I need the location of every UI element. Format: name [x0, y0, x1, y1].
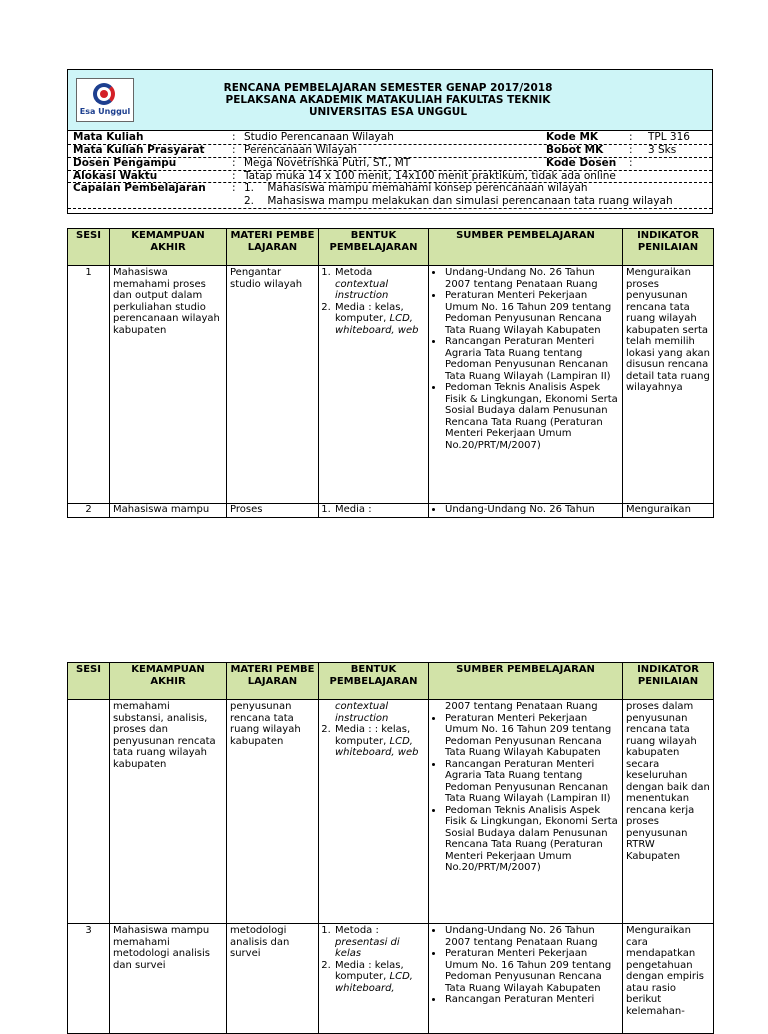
list-item: • Rancangan Peraturan Menteri Agraria Tata Ruang tentang Pedoman Penyusunan Rencanan Tata Ruang Wilayah (Lampiran II) [444, 336, 619, 382]
bentuk-cell: 1. Metoda : presentasi di kelas 2. Media : kelas, komputer, LCD, whiteboard, [319, 924, 429, 1034]
indikator-cell: proses dalam penyusunan rencana tata ruang wilayah kabupaten secara keseluruhan dengan baik dan menentukan rencana kerja proses penyusunan RTRW Kabupaten [623, 700, 714, 924]
bentuk-cell: 1. Media : [319, 504, 429, 518]
sesi-cell [68, 700, 110, 924]
sumber-cell: 2007 tentang Penataan Ruang • Peraturan Menteri Pekerjaan Umum No. 16 Tahun 209 tentang Pedoman Penyusunan Rencana Tata Ruang Wilayah Kabupaten • Rancangan Peraturan Menteri Agraria Tata Ruang tentang Pedoman Penyusunan Rencanan Tata Ruang Wilayah (Lampiran II) • Pedoman Teknis Analisis Aspek Fisik & Lingkungan, Ekonomi Serta Sosial Budaya dalam Penusunan Rencana Tata Ruang (Peraturan Menteri Pekerjaan Umum No.20/PRT/M/2007) [429, 700, 623, 924]
list-item: • Undang-Undang No. 26 Tahun 2007 tentang Penataan Ruang [444, 267, 619, 290]
sumber-cell [429, 924, 623, 1034]
col-sumber: SUMBER PEMBELAJARAN [429, 663, 623, 700]
table-header-row [68, 663, 714, 700]
materi-cell: Pengantar studio wilayah [227, 266, 319, 504]
col-materi: MATERI PEMBELAJARAN [227, 663, 319, 700]
rps-table-page-2 [67, 662, 714, 1034]
sumber-cell: • Undang-Undang No. 26 Tahun [429, 504, 623, 518]
sesi-cell: 2 [68, 504, 110, 518]
kemampuan-cell: Mahasiswa mampu [110, 504, 227, 518]
list-item: • Peraturan Menteri Pekerjaan Umum No. 16 Tahun 209 tentang Pedoman Penyusunan Rencana Tata Ruang Wilayah Kabupaten [444, 948, 619, 994]
table-row [68, 266, 714, 504]
list-item: • Rancangan Peraturan Menteri [444, 994, 619, 1006]
col-bentuk: BENTUK PEMBELAJARAN [319, 663, 429, 700]
col-indikator: INDIKATOR PENILAIAN [623, 229, 714, 266]
col-bentuk: BENTUK PEMBELAJARAN [319, 229, 429, 266]
bentuk-cell: contextual instruction 2. Media : : kelas, komputer, LCD, whiteboard, web [319, 700, 429, 924]
title-line-3: UNIVERSITAS ESA UNGGUL [308, 106, 468, 118]
title-line-2: PELAKSANA AKADEMIK MATAKULIAH FAKULTAS TEKNIK [225, 94, 551, 106]
list-item: • Undang-Undang No. 26 Tahun 2007 tentang Penataan Ruang [444, 925, 619, 948]
bentuk-cell: 1. Metoda contextual instruction 2. Media : kelas, komputer, LCD, whiteboard, web [319, 266, 429, 504]
rps-table-page-1 [67, 228, 714, 518]
table-header-row [68, 229, 714, 266]
kemampuan-cell: Mahasiswa memahami proses dan output dalam perkuliahan studio perencanaan wilayah kabupaten [110, 266, 227, 504]
col-kemampuan: KEMAMPUAN AKHIR [110, 663, 227, 700]
sesi-cell: 1 [68, 266, 110, 504]
logo-text: Esa Unggul [79, 107, 131, 116]
header-banner [68, 70, 712, 131]
materi-cell: Proses [227, 504, 319, 518]
col-sumber: SUMBER PEMBELAJARAN [429, 229, 623, 266]
table-row [68, 700, 714, 924]
col-indikator: INDIKATOR PENILAIAN [623, 663, 714, 700]
col-sesi: SESI [68, 229, 110, 266]
title-line-1: RENCANA PEMBELAJARAN SEMESTER GENAP 2017/2018 [223, 82, 553, 94]
col-kemampuan: KEMAMPUAN AKHIR [110, 229, 227, 266]
materi-cell: penyusunan rencana tata ruang wilayah kabupaten [227, 700, 319, 924]
sumber-cell [429, 266, 623, 504]
list-item: • Pedoman Teknis Analisis Aspek Fisik & Lingkungan, Ekonomi Serta Sosial Budaya dalam Penusunan Rencana Tata Ruang (Peraturan Menteri Pekerjaan Umum No.20/PRT/M/2007) [444, 382, 619, 451]
table-row [68, 924, 714, 1034]
table-row [68, 504, 714, 518]
col-sesi: SESI [68, 663, 110, 700]
indikator-cell: Menguraikan [623, 504, 714, 518]
indikator-cell: Menguraikan cara mendapatkan pengetahuan dengan empiris atau rasio berikut kelemahan- [623, 924, 714, 1034]
list-item: • Peraturan Menteri Pekerjaan Umum No. 16 Tahun 209 tentang Pedoman Penyusunan Rencana Tata Ruang Wilayah Kabupaten [444, 290, 619, 336]
university-logo [76, 78, 134, 122]
list-item: • Pedoman Teknis Analisis Aspek Fisik & Lingkungan, Ekonomi Serta Sosial Budaya dalam Penusunan Rencana Tata Ruang (Peraturan Menteri Pekerjaan Umum No.20/PRT/M/2007) [444, 805, 619, 874]
list-item: • Peraturan Menteri Pekerjaan Umum No. 16 Tahun 209 tentang Pedoman Penyusunan Rencana Tata Ruang Wilayah Kabupaten [444, 713, 619, 759]
materi-cell: metodologi analisis dan survei [227, 924, 319, 1034]
col-materi: MATERI PEMBELAJARAN [227, 229, 319, 266]
rps-header: Esa Unggul RENCANA PEMBELAJARAN SEMESTER GENAP 2017/2018 PELAKSANA AKADEMIK MATAKULIAH FAKULTAS TEKNIK UNIVERSITAS ESA UNGGUL Mata Kuliah : Studio Perencanaan Wilayah Kode MK : TPL 316 Mata Kuliah Prasyarat : Perencanaan Wilayah Bobot MK : 3 Sks Dosen Pengampu : Mega Novetrishka Putri, ST., MT Kode Dosen : Alokasi Waktu : Tatap muka 14 x 100 menit, 14x100 menit praktikum, tidak ada online Capaian Pembelajaran : 1. Mahasiswa mampu memahami konsep perencanaan wilayah 2. Mahasiswa mampu melakukan dan simulasi perencanaan tata ruang wilayah [67, 69, 713, 214]
kemampuan-cell: memahami substansi, analisis, proses dan penyusunan rencata tata ruang wilayah kabupaten [110, 700, 227, 924]
indikator-cell: Menguraikan proses penyusunan rencana tata ruang wilayah kabupaten serta telah memilih lokasi yang akan disusun rencana detail tata ruang wilayahnya [623, 266, 714, 504]
list-item: • Rancangan Peraturan Menteri Agraria Tata Ruang tentang Pedoman Penyusunan Rencanan Tata Ruang Wilayah (Lampiran II) [444, 759, 619, 805]
kemampuan-cell: Mahasiswa mampu memahami metodologi analisis dan survei [110, 924, 227, 1034]
sesi-cell: 3 [68, 924, 110, 1034]
